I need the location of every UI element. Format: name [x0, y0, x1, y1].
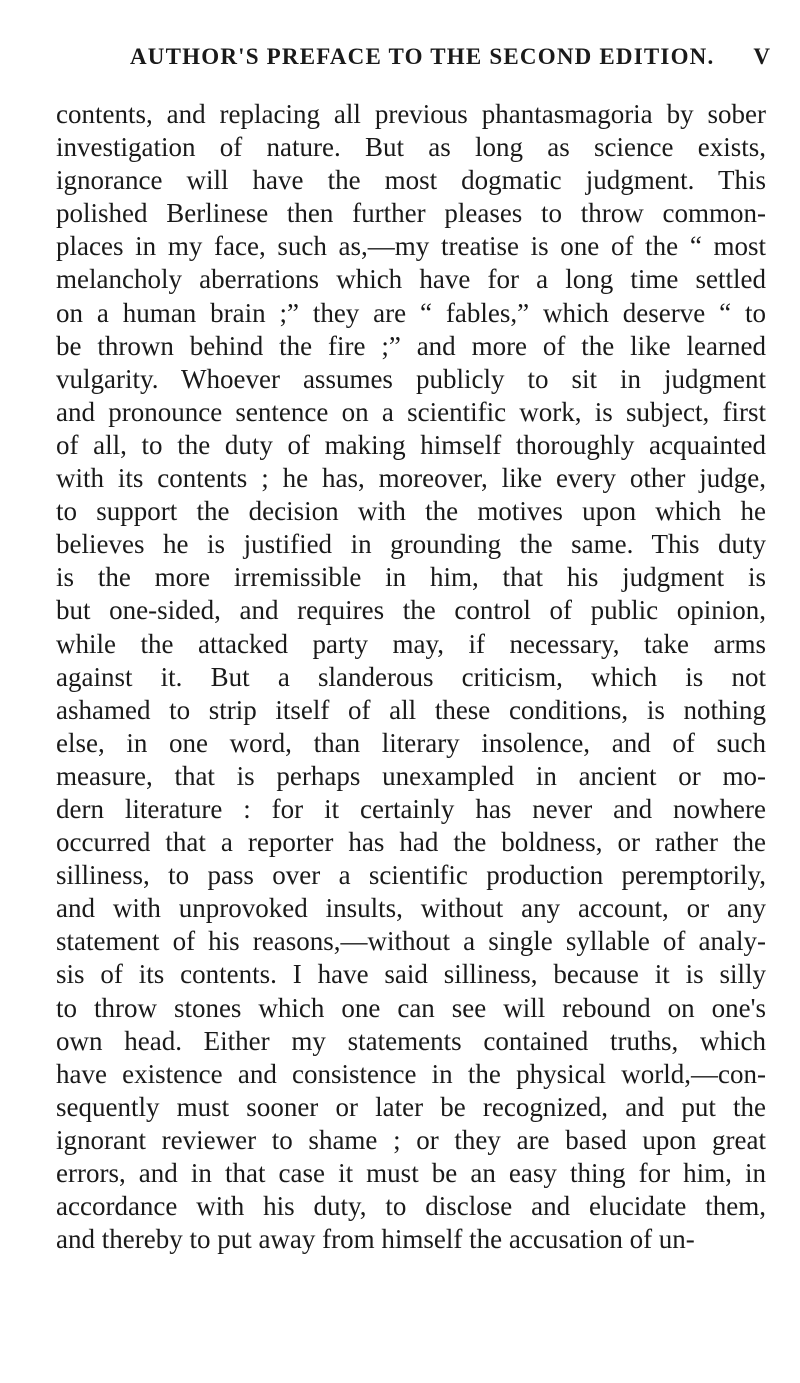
text-line: to support the decision with the motives upon which he — [56, 496, 766, 527]
text-line: is the more irremissible in him, that his judgment is — [56, 562, 766, 593]
page-number: V — [753, 44, 770, 69]
text-line: on a human brain ;” they are “ fables,” which deserve “ to — [56, 297, 766, 328]
text-line: to throw stones which one can see will rebound on one's — [56, 992, 766, 1023]
running-title: AUTHOR'S PREFACE TO THE SECOND EDITION. — [130, 44, 715, 69]
text-line: own head. Either my statements contained truths, which — [56, 1025, 766, 1056]
text-line: ashamed to strip itself of all these conditions, is nothing — [56, 694, 766, 725]
text-line: melancholy aberrations which have for a long time settled — [56, 264, 766, 295]
text-line: while the attacked party may, if necessary, take arms — [56, 628, 766, 659]
text-line: vulgarity. Whoever assumes publicly to sit in judgment — [56, 363, 766, 394]
text-line: silliness, to pass over a scientific production peremptorily, — [56, 860, 766, 891]
text-line: and with unprovoked insults, without any account, or any — [56, 893, 766, 924]
text-line: and pronounce sentence on a scientific work, is subject, first — [56, 396, 766, 427]
running-head — [130, 44, 770, 80]
text-line: polished Berlinese then further pleases to throw common- — [56, 198, 766, 229]
text-line: investigation of nature. But as long as science exists, — [56, 132, 766, 163]
text-line: accordance with his duty, to disclose and elucidate them, — [56, 1191, 766, 1222]
text-line: believes he is justified in grounding the same. This duty — [56, 529, 766, 560]
text-line: sequently must sooner or later be recognized, and put the — [56, 1091, 766, 1122]
text-line: and thereby to put away from himself the accusation of un- — [56, 1224, 695, 1255]
text-line: be thrown behind the fire ;” and more of the like learned — [56, 330, 766, 361]
text-line: contents, and replacing all previous phantasmagoria by sober — [56, 99, 766, 129]
text-line: errors, and in that case it must be an easy thing for him, in — [56, 1158, 766, 1188]
text-line: dern literature : for it certainly has never and nowhere — [56, 793, 766, 824]
text-line: measure, that is perhaps unexampled in ancient or mo- — [56, 760, 766, 791]
text-line: against it. But a slanderous criticism, which is not — [56, 661, 766, 692]
text-line: have existence and consistence in the physical world,—con- — [56, 1058, 766, 1089]
text-line: ignorance will have the most dogmatic judgment. This — [56, 165, 766, 196]
text-line: statement of his reasons,—without a single syllable of analy- — [56, 926, 766, 957]
text-line: ignorant reviewer to shame ; or they are based upon great — [56, 1124, 766, 1155]
text-line: with its contents ; he has, moreover, like every other judge, — [56, 463, 766, 494]
text-line: of all, to the duty of making himself thoroughly acquainted — [56, 429, 766, 460]
body-text — [56, 98, 766, 1256]
text-line: but one-sided, and requires the control of public opinion, — [56, 595, 766, 626]
text-line: sis of its contents. I have said silliness, because it is silly — [56, 959, 766, 990]
text-line: occurred that a reporter has had the boldness, or rather the — [56, 827, 766, 858]
text-line: places in my face, such as,—my treatise is one of the “ most — [56, 231, 766, 262]
text-line: else, in one word, than literary insolence, and of such — [56, 727, 766, 758]
